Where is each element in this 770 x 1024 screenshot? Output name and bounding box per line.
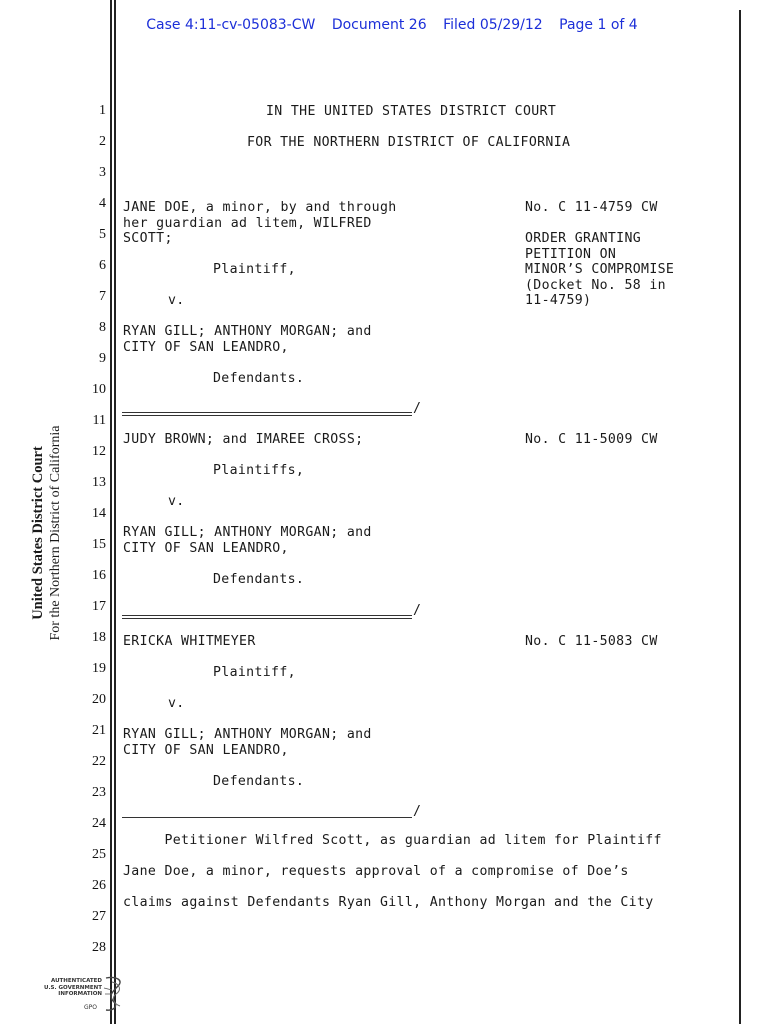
court-heading-line-2: FOR THE NORTHERN DISTRICT OF CALIFORNIA <box>247 135 571 150</box>
body-line: Jane Doe, a minor, requests approval of a compromise of Doe’s <box>123 864 629 879</box>
line-number: 7 <box>99 289 106 304</box>
body-line: Petitioner Wilfred Scott, as guardian ad litem for Plaintiff <box>123 833 662 848</box>
line-number: 21 <box>92 723 106 738</box>
line-number: 4 <box>99 196 106 211</box>
line-number: 20 <box>92 692 106 707</box>
line-number: 10 <box>92 382 106 397</box>
line-number: 17 <box>92 599 106 614</box>
plaintiff-name: JANE DOE, a minor, by and through <box>123 200 397 215</box>
order-title: (Docket No. 58 in <box>525 277 666 293</box>
defendant-name: RYAN GILL; ANTHONY MORGAN; and <box>123 324 372 339</box>
plaintiff-role: Plaintiff, <box>213 262 296 277</box>
caption-slash: / <box>413 401 422 416</box>
court-heading-line-1: IN THE UNITED STATES DISTRICT COURT <box>266 104 557 119</box>
versus: v. <box>168 696 185 711</box>
order-title: 11-4759) <box>525 293 592 308</box>
line-number: 5 <box>99 227 106 242</box>
court-name: United States District Court <box>30 446 46 620</box>
document-number: Document 26 <box>331 17 427 33</box>
line-number: 24 <box>92 816 106 831</box>
line-number: 12 <box>92 444 106 459</box>
versus: v. <box>168 293 185 308</box>
case-number: No. C 11-4759 CW <box>525 200 658 215</box>
plaintiff-name: SCOTT; <box>123 231 173 246</box>
caption-divider <box>122 412 412 416</box>
caption-slash: / <box>413 603 422 618</box>
line-number: 28 <box>92 940 106 955</box>
defendant-role: Defendants. <box>213 572 305 587</box>
defendant-role: Defendants. <box>213 774 305 789</box>
seal-text: AUTHENTICATED U.S. GOVERNMENT INFORMATION <box>44 978 102 997</box>
gpo-authentication-seal <box>40 976 135 1016</box>
line-number: 9 <box>99 351 106 366</box>
defendant-name: RYAN GILL; ANTHONY MORGAN; and <box>123 727 372 742</box>
defendant-role: Defendants. <box>213 371 305 386</box>
right-margin-rule <box>739 10 741 1024</box>
filed-date: Filed 05/29/12 <box>443 17 543 33</box>
line-number: 11 <box>92 413 106 428</box>
line-number: 23 <box>92 785 106 800</box>
line-number: 6 <box>99 258 106 273</box>
case-number: No. C 11-5009 CW <box>525 432 658 447</box>
plaintiff-role: Plaintiff, <box>213 665 296 680</box>
plaintiff-name: JUDY BROWN; and IMAREE CROSS; <box>123 432 364 447</box>
eagle-seal-icon <box>102 976 130 1012</box>
order-title: ORDER GRANTING <box>525 231 642 246</box>
line-number: 26 <box>92 878 106 893</box>
case-number: No. C 11-5083 CW <box>525 634 658 649</box>
line-number: 2 <box>99 134 106 149</box>
defendant-name: RYAN GILL; ANTHONY MORGAN; and <box>123 525 372 540</box>
line-number: 1 <box>99 103 106 118</box>
plaintiff-role: Plaintiffs, <box>213 463 305 478</box>
plaintiff-name: her guardian ad litem, WILFRED <box>123 215 372 231</box>
left-margin-rule-1 <box>110 0 112 1024</box>
defendant-name: CITY OF SAN LEANDRO, <box>123 540 289 556</box>
versus: v. <box>168 494 185 509</box>
court-side-label <box>30 383 70 683</box>
defendant-name: CITY OF SAN LEANDRO, <box>123 339 289 355</box>
plaintiff-name: ERICKA WHITMEYER <box>123 634 256 649</box>
caption-slash: / <box>413 804 422 819</box>
line-number: 18 <box>92 630 106 645</box>
body-line: claims against Defendants Ryan Gill, Anthony Morgan and the City <box>123 895 654 910</box>
line-number: 3 <box>99 165 106 180</box>
gpo-mark: GPO <box>84 1004 97 1011</box>
line-number: 14 <box>92 506 106 521</box>
line-number: 19 <box>92 661 106 676</box>
caption-divider <box>122 615 412 619</box>
page-indicator: Page 1 of 4 <box>559 17 638 33</box>
line-number: 16 <box>92 568 106 583</box>
case-number: Case 4:11-cv-05083-CW <box>146 17 316 33</box>
district-name: For the Northern District of California <box>48 425 63 641</box>
line-number: 8 <box>99 320 106 335</box>
line-number: 22 <box>92 754 106 769</box>
order-title: PETITION ON <box>525 246 617 262</box>
order-title: MINOR’S COMPROMISE <box>525 262 675 277</box>
line-number: 13 <box>92 475 106 490</box>
caption-divider <box>122 817 412 818</box>
line-number: 27 <box>92 909 106 924</box>
line-number: 15 <box>92 537 106 552</box>
defendant-name: CITY OF SAN LEANDRO, <box>123 742 289 758</box>
left-margin-rule-2 <box>114 0 116 1024</box>
line-number: 25 <box>92 847 106 862</box>
